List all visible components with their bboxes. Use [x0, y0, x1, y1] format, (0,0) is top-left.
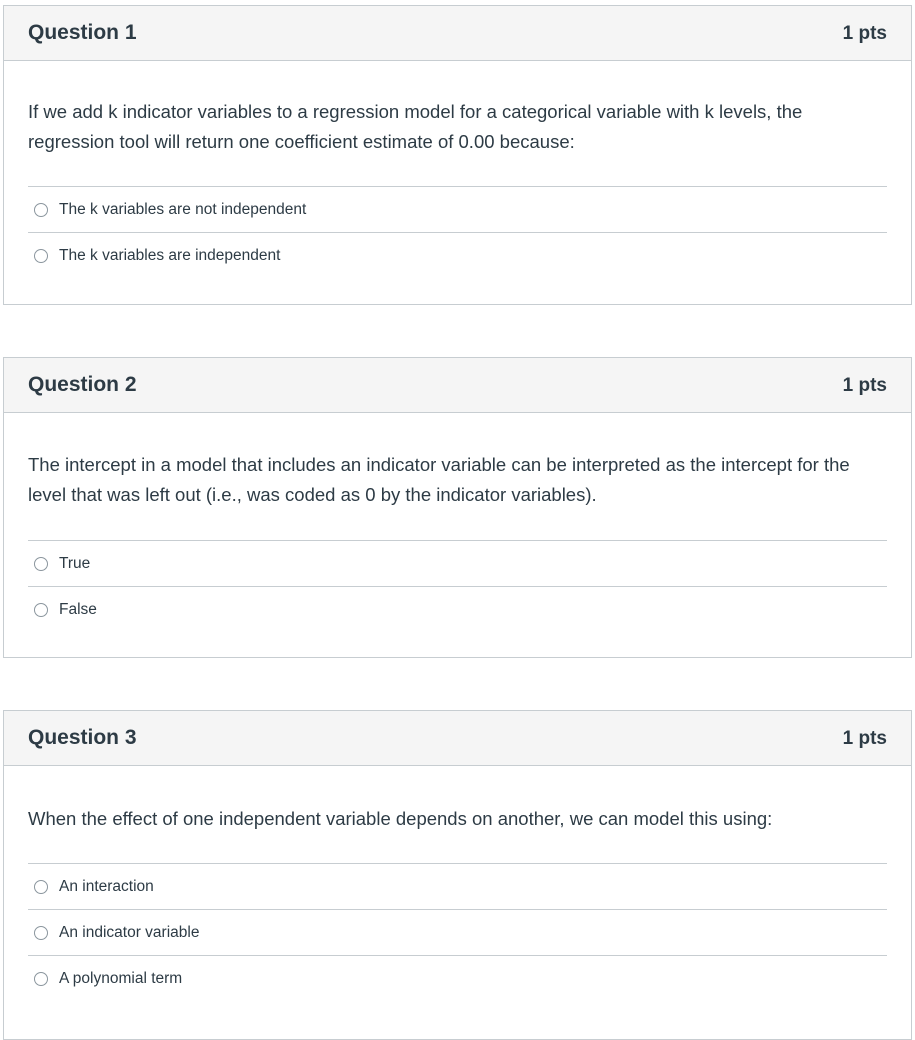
answer-option[interactable]: [28, 909, 887, 955]
question-card-2: [3, 357, 912, 658]
question-points: 1 pts: [842, 23, 887, 44]
radio-button[interactable]: [34, 880, 48, 894]
answer-label: The k variables are not independent: [59, 200, 307, 218]
answer-label: True: [59, 554, 91, 572]
radio-button[interactable]: [34, 926, 48, 940]
answer-option[interactable]: [28, 540, 887, 586]
question-points: 1 pts: [842, 728, 887, 749]
answer-label: False: [59, 600, 97, 618]
radio-button[interactable]: [34, 557, 48, 571]
question-text: When the effect of one independent variable depends on another, we can model this using:: [28, 808, 773, 829]
question-text: The intercept in a model that includes an indicator variable can be interpreted as the intercept for the level that was left out (i.e., was coded as 0 by the indicator variables).: [28, 454, 850, 505]
answer-option[interactable]: [28, 186, 887, 232]
answer-label: An indicator variable: [59, 923, 200, 941]
answer-option[interactable]: [28, 586, 887, 632]
answer-label: The k variables are independent: [59, 246, 281, 264]
answer-option[interactable]: [28, 863, 887, 909]
answer-list: [28, 540, 887, 632]
radio-button[interactable]: [34, 203, 48, 217]
question-text: If we add k indicator variables to a regression model for a categorical variable with k levels, the regression tool will return one coefficient estimate of 0.00 because:: [28, 101, 803, 152]
radio-button[interactable]: [34, 972, 48, 986]
question-title: Question 3: [28, 726, 137, 749]
question-title: Question 1: [28, 21, 137, 44]
answer-label: A polynomial term: [59, 969, 183, 987]
question-title: Question 2: [28, 373, 137, 396]
question-card-3: [3, 710, 912, 1040]
radio-button[interactable]: [34, 249, 48, 263]
question-points: 1 pts: [842, 375, 887, 396]
answer-list: [28, 863, 887, 1001]
radio-button[interactable]: [34, 603, 48, 617]
question-header: [4, 711, 911, 766]
question-card-1: [3, 5, 912, 305]
answer-option[interactable]: [28, 955, 887, 1001]
question-header: [4, 358, 911, 413]
question-header: [4, 6, 911, 61]
answer-option[interactable]: [28, 232, 887, 278]
answer-list: [28, 186, 887, 278]
answer-label: An interaction: [59, 877, 154, 895]
